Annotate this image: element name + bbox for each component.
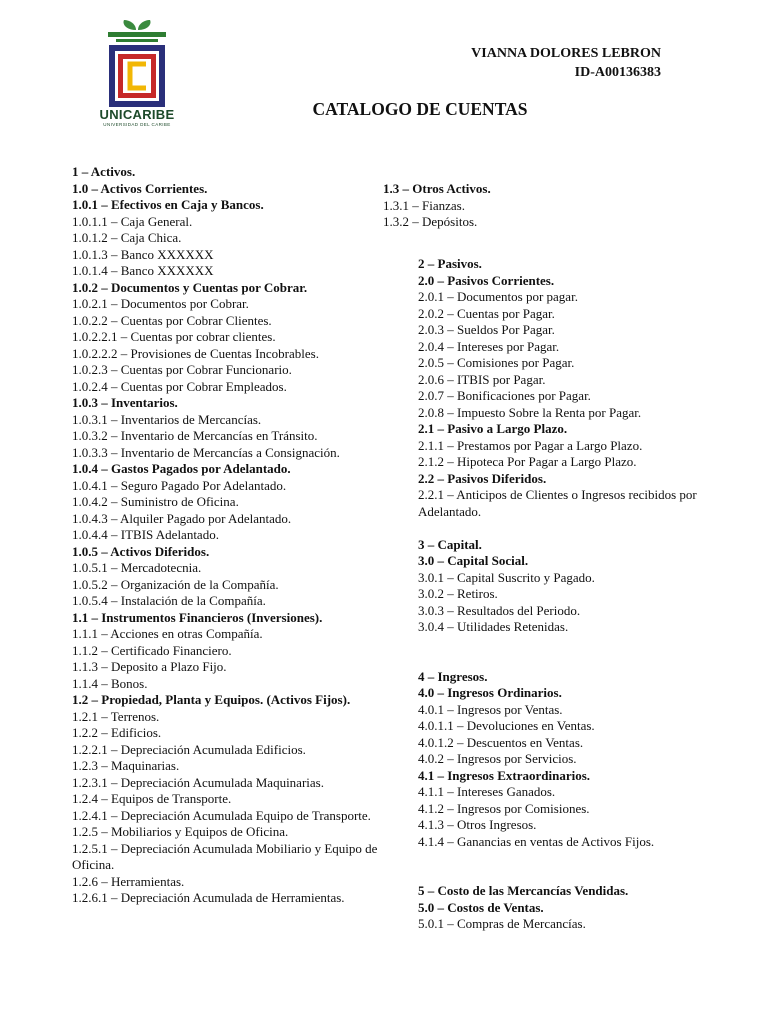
account-line: 1.2.4.1 – Depreciación Acumulada Equipo de Transporte. — [72, 807, 371, 823]
account-line: 1.0.1.3 – Banco XXXXXX — [72, 246, 214, 262]
account-line: 1.3.2 – Depósitos. — [383, 214, 478, 229]
account-heading: 1.0.1 – Efectivos en Caja y Bancos. — [72, 197, 264, 212]
account-heading: 2 – Pasivos. — [418, 256, 482, 271]
account-heading: 4.0 – Ingresos Ordinarios. — [418, 685, 562, 700]
leaf-left-icon — [124, 20, 137, 30]
account-heading: 1.0.4 – Gastos Pagados por Adelantado. — [72, 461, 291, 476]
account-line: 1.2.2.1 – Depreciación Acumulada Edificios. — [72, 741, 306, 757]
account-heading: 3 – Capital. — [418, 536, 482, 552]
account-heading: 4 – Ingresos. — [418, 668, 488, 684]
account-line: 4.1.1 – Intereses Ganados. — [418, 784, 556, 799]
account-line: 2.0.4 – Intereses por Pagar. — [418, 338, 560, 354]
account-line: 1.0.4.4 – ITBIS Adelantado. — [72, 527, 219, 542]
spacer — [418, 652, 723, 669]
account-line: 3.0.1 – Capital Suscrito y Pagado. — [418, 569, 595, 585]
account-heading: 3.0 – Capital Social. — [418, 553, 529, 568]
account-line: 3.0.4 – Utilidades Retenidas. — [418, 619, 569, 634]
account-heading: 1.3 – Otros Activos. — [383, 181, 491, 196]
accounts-column-right — [418, 256, 723, 933]
account-line: 1.0.1.1 – Caja General. — [72, 213, 193, 229]
account-heading: 2.0 – Pasivos Corrientes. — [418, 272, 555, 288]
account-line: 2.0.3 – Sueldos Por Pagar. — [418, 322, 555, 337]
account-heading: 1.0.3 – Inventarios. — [72, 395, 178, 410]
account-line: 1.1.3 – Deposito a Plazo Fijo. — [72, 659, 227, 674]
spacer — [418, 867, 723, 884]
account-heading: 5.0 – Costos de Ventas. — [418, 899, 544, 915]
account-heading: 1.1 – Instrumentos Financieros (Inversiones). — [72, 609, 323, 625]
account-line: 1.0.4.1 – Seguro Pagado Por Adelantado. — [72, 477, 287, 493]
account-line: 1.0.2.4 – Cuentas por Cobrar Empleados. — [72, 378, 287, 394]
account-line: 3.0.3 – Resultados del Periodo. — [418, 602, 581, 618]
account-line: 1.2.6.1 – Depreciación Acumulada de Herramientas. — [72, 890, 345, 905]
leaf-right-icon — [138, 20, 151, 30]
account-line: 2.0.7 – Bonificaciones por Pagar. — [418, 388, 591, 403]
account-line: 1.0.2.1 – Documentos por Cobrar. — [72, 296, 249, 311]
account-line: 1.0.3.3 – Inventario de Mercancías a Consignación. — [72, 444, 340, 460]
account-line: 1.0.2.2.2 – Provisiones de Cuentas Incobrables. — [72, 345, 319, 361]
account-line: 4.0.1.2 – Descuentos en Ventas. — [418, 734, 584, 750]
page-title: CATALOGO DE CUENTAS — [312, 99, 528, 119]
account-line: 1.2.3.1 – Depreciación Acumulada Maquinarias. — [72, 774, 324, 790]
account-line: 1.0.4.2 – Suministro de Oficina. — [72, 494, 239, 509]
account-line: 2.1.1 – Prestamos por Pagar a Largo Plazo. — [418, 437, 643, 453]
account-line: 4.1.3 – Otros Ingresos. — [418, 817, 537, 832]
account-line: 2.0.6 – ITBIS por Pagar. — [418, 371, 546, 387]
spacer — [418, 636, 723, 653]
account-line: 1.0.2.3 – Cuentas por Cobrar Funcionario. — [72, 362, 292, 377]
account-line: 1.2.5 – Mobiliarios y Equipos de Oficina. — [72, 824, 289, 839]
account-heading: 1 – Activos. — [72, 164, 136, 179]
account-heading: 1.2 – Propiedad, Planta y Equipos. (Activos Fijos). — [72, 692, 351, 707]
logo-tagline: UNIVERSIDAD DEL CARIBE — [103, 122, 171, 127]
account-line: 2.1.2 – Hipoteca Por Pagar a Largo Plazo. — [418, 454, 637, 469]
author-name: VIANNA DOLORES LEBRON — [471, 46, 661, 61]
account-line: 1.1.1 – Acciones en otras Compañía. — [72, 626, 263, 641]
account-line: 1.1.2 – Certificado Financiero. — [72, 642, 232, 658]
accounts-column-middle — [383, 181, 583, 231]
account-line: 4.1.2 – Ingresos por Comisiones. — [418, 800, 590, 816]
accounts-column-left — [72, 164, 402, 907]
account-line: 1.0.2.2.1 – Cuentas por cobrar clientes. — [72, 329, 276, 344]
account-line: 4.0.1 – Ingresos por Ventas. — [418, 701, 563, 717]
account-line: 1.0.1.4 – Banco XXXXXX — [72, 263, 214, 278]
spacer — [418, 850, 723, 867]
account-line: 1.2.4 – Equipos de Transporte. — [72, 791, 232, 806]
account-line: 2.2.1 – Anticipos de Clientes o Ingresos recibidos por Adelantado. — [418, 487, 697, 519]
account-line: 1.0.5.1 – Mercadotecnia. — [72, 560, 202, 575]
account-line: 2.0.5 – Comisiones por Pagar. — [418, 355, 575, 370]
account-heading: 1.0.5 – Activos Diferidos. — [72, 543, 210, 559]
account-line: 1.2.2 – Edificios. — [72, 725, 162, 740]
account-line: 1.2.5.1 – Depreciación Acumulada Mobiliario y Equipo de Oficina. — [72, 840, 378, 872]
account-line: 1.3.1 – Fianzas. — [383, 197, 465, 213]
account-line: 1.0.5.2 – Organización de la Compañía. — [72, 576, 279, 592]
account-line: 1.0.3.1 – Inventarios de Mercancías. — [72, 411, 262, 427]
spacer — [418, 520, 723, 537]
account-heading: 5 – Costo de las Mercancías Vendidas. — [418, 883, 629, 898]
account-line: 1.0.1.2 – Caja Chica. — [72, 230, 182, 245]
account-line: 2.0.8 – Impuesto Sobre la Renta por Pagar. — [418, 404, 642, 420]
account-line: 1.0.4.3 – Alquiler Pagado por Adelantado. — [72, 510, 292, 526]
account-line: 1.2.6 – Herramientas. — [72, 873, 185, 889]
account-line: 2.0.2 – Cuentas por Pagar. — [418, 305, 555, 321]
account-line: 1.0.3.2 – Inventario de Mercancías en Tránsito. — [72, 428, 318, 443]
account-line: 1.2.3 – Maquinarias. — [72, 758, 180, 773]
account-line: 1.2.1 – Terrenos. — [72, 708, 160, 724]
account-line: 3.0.2 – Retiros. — [418, 586, 498, 601]
account-line: 2.0.1 – Documentos por pagar. — [418, 289, 578, 304]
account-line: 1.0.2.2 – Cuentas por Cobrar Clientes. — [72, 312, 272, 328]
account-heading: 1.0.2 – Documentos y Cuentas por Cobrar. — [72, 279, 308, 295]
account-line: 5.0.1 – Compras de Mercancías. — [418, 916, 586, 931]
student-id: ID-A00136383 — [574, 65, 661, 80]
account-heading: 2.1 – Pasivo a Largo Plazo. — [418, 421, 568, 436]
account-line: 4.1.4 – Ganancias en ventas de Activos Fijos. — [418, 833, 655, 849]
account-line: 1.1.4 – Bonos. — [72, 675, 148, 691]
account-line: 4.0.1.1 – Devoluciones en Ventas. — [418, 718, 595, 733]
account-line: 1.0.5.4 – Instalación de la Compañía. — [72, 593, 266, 608]
logo-wordmark: UNICARIBE — [99, 107, 175, 122]
account-line: 4.0.2 – Ingresos por Servicios. — [418, 751, 577, 766]
account-heading: 4.1 – Ingresos Extraordinarios. — [418, 767, 591, 783]
account-heading: 2.2 – Pasivos Diferidos. — [418, 470, 547, 486]
author-block — [471, 44, 661, 82]
account-heading: 1.0 – Activos Corrientes. — [72, 180, 208, 196]
